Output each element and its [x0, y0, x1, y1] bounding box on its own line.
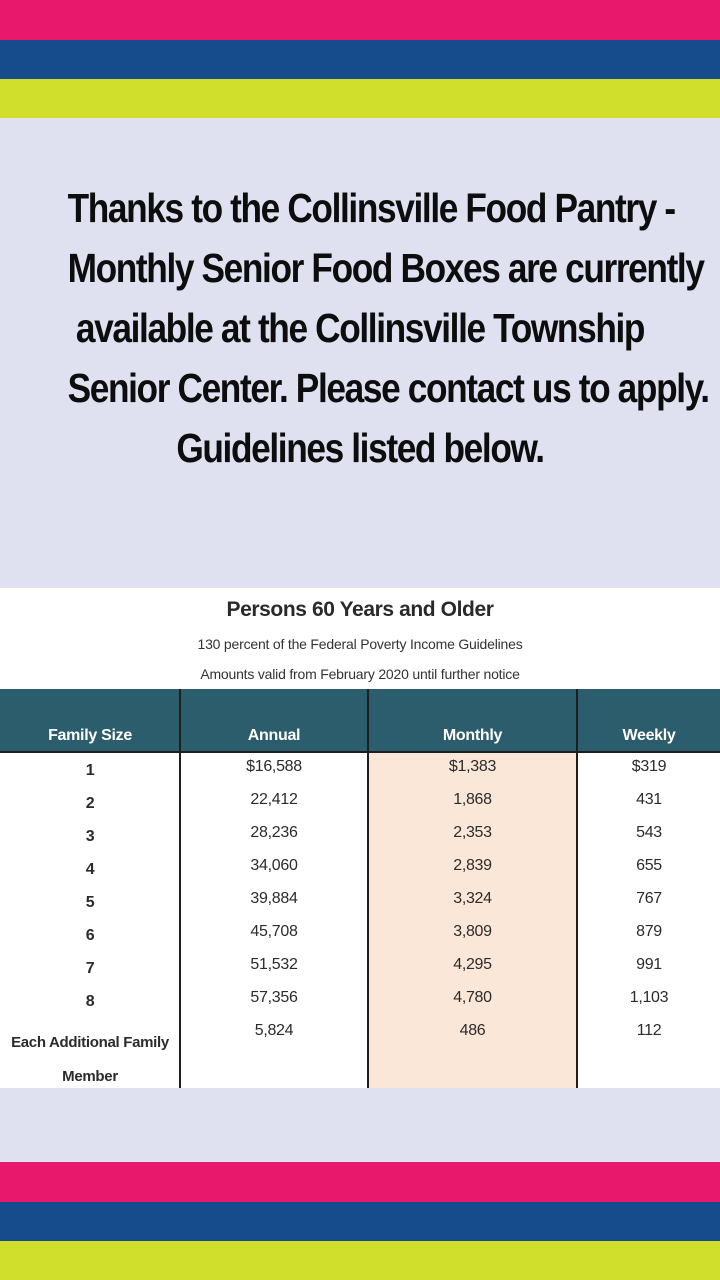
- table-row: [0, 918, 720, 951]
- cell-monthly: 2,839: [453, 857, 492, 874]
- headline-line-5: Guidelines listed below.: [176, 425, 544, 471]
- cell-family-size: 2: [85, 795, 95, 812]
- bottom-stripe-blue: [0, 1202, 720, 1241]
- header-family-size: Family Size: [48, 727, 132, 744]
- cell-monthly: 2,353: [453, 824, 492, 841]
- cell-family-size: Each Additional Family Member: [11, 1034, 169, 1085]
- cell-monthly: 486: [459, 1022, 486, 1039]
- cell-monthly: 4,780: [453, 989, 492, 1006]
- cell-annual: 5,824: [254, 1022, 294, 1039]
- bottom-stripe-lime: [0, 1241, 720, 1280]
- top-stripe-blue: [0, 40, 720, 79]
- cell-weekly: 879: [636, 923, 662, 940]
- cell-weekly: 431: [636, 791, 662, 808]
- cell-family-size: 8: [85, 993, 95, 1010]
- cell-weekly: 543: [636, 824, 662, 841]
- cell-weekly: 991: [636, 956, 662, 973]
- table-row: [0, 786, 720, 819]
- bottom-stripe-pink: [0, 1162, 720, 1202]
- table-row: [0, 819, 720, 852]
- table-row: [0, 984, 720, 1017]
- headline-line-4: Senior Center. Please contact us to apply.: [67, 365, 709, 411]
- table-row: [0, 951, 720, 984]
- table-row: [0, 852, 720, 885]
- cell-weekly: $319: [631, 758, 667, 775]
- cell-monthly: 3,324: [453, 890, 492, 907]
- cell-annual: 22,412: [250, 791, 298, 808]
- cell-monthly: 3,809: [453, 923, 492, 940]
- headline-line-3: available at the Collinsville Township: [75, 305, 645, 351]
- cell-family-size: 6: [85, 927, 95, 944]
- cell-weekly: 112: [636, 1022, 662, 1039]
- cell-monthly: 1,868: [453, 791, 492, 808]
- cell-monthly: 4,295: [453, 956, 492, 973]
- cell-monthly: $1,383: [448, 758, 497, 775]
- top-stripe-pink: [0, 0, 720, 40]
- cell-weekly: 655: [636, 857, 662, 874]
- cell-annual: 39,884: [250, 890, 298, 907]
- headline-line-2: Monthly Senior Food Boxes are currently: [67, 245, 704, 291]
- cell-annual: 34,060: [250, 857, 298, 874]
- income-guidelines-table: [0, 588, 720, 1088]
- header-annual: Annual: [247, 727, 301, 744]
- table-row: [0, 885, 720, 918]
- table-grid: [0, 689, 720, 1088]
- cell-annual: $16,588: [246, 758, 302, 775]
- cell-annual: 57,356: [250, 989, 298, 1006]
- top-stripe-lime: [0, 79, 720, 118]
- table-body: [0, 753, 720, 1085]
- cell-annual: 51,532: [250, 956, 298, 973]
- headline-line-1: Thanks to the Collinsville Food Pantry -: [67, 185, 675, 231]
- cell-family-size: 5: [85, 894, 95, 911]
- table-row: [0, 1017, 720, 1085]
- cell-family-size: 4: [85, 861, 95, 878]
- table-title: Persons 60 Years and Older: [226, 598, 494, 621]
- cell-annual: 45,708: [250, 923, 298, 940]
- cell-family-size: 3: [85, 828, 95, 845]
- table-subtitle-2: Amounts valid from February 2020 until further notice: [200, 666, 520, 682]
- announcement-headline: [67, 178, 709, 478]
- header-weekly: Weekly: [622, 727, 676, 744]
- cell-weekly: 1,103: [629, 989, 669, 1006]
- header-monthly: Monthly: [442, 727, 503, 744]
- table-row: [0, 753, 720, 786]
- cell-family-size: 1: [85, 762, 95, 779]
- cell-weekly: 767: [636, 890, 662, 907]
- cell-family-size: 7: [85, 960, 95, 977]
- cell-annual: 28,236: [250, 824, 298, 841]
- table-subtitle-1: 130 percent of the Federal Poverty Income Guidelines: [197, 636, 523, 652]
